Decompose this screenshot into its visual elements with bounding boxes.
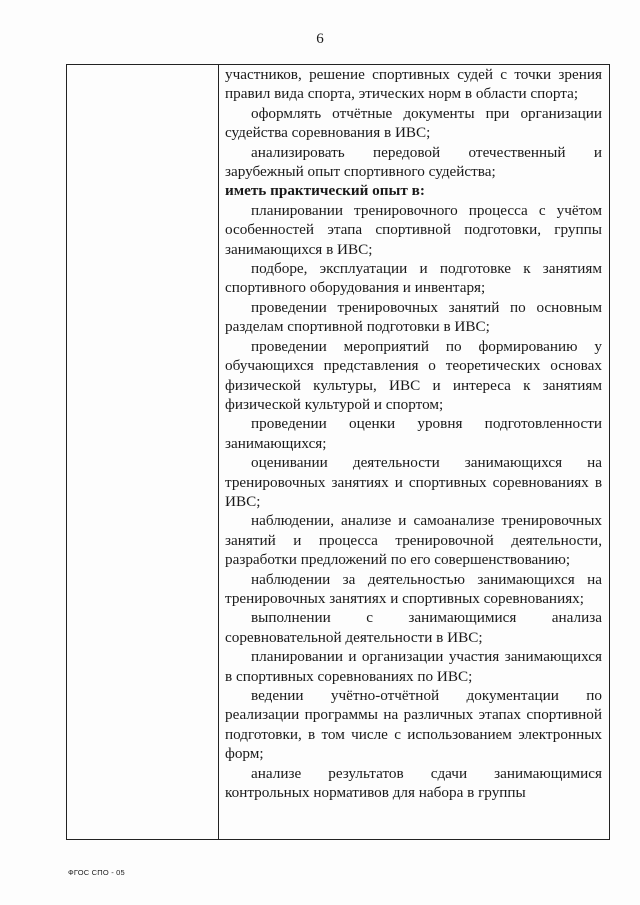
requirement-paragraph: проведении мероприятий по формированию у обучающихся представления о теоретических основах физической культуры, ИВС и интереса к занятиям физической культурой и спортом; bbox=[225, 337, 602, 413]
requirement-paragraph: выполнении с занимающимися анализа соревновательной деятельности в ИВС; bbox=[225, 609, 602, 646]
requirement-paragraph: анализе результатов сдачи занимающимися контрольных нормативов для набора в группы bbox=[225, 764, 602, 802]
requirements-cell bbox=[225, 65, 602, 802]
standards-table bbox=[66, 64, 610, 840]
requirement-paragraph: планировании и организации участия занимающихся в спортивных соревнованиях по ИВС; bbox=[225, 648, 602, 685]
requirement-paragraph: подборе, эксплуатации и подготовке к занятиям спортивного оборудования и инвентаря; bbox=[225, 260, 602, 297]
requirement-paragraph: анализировать передовой отечественный и зарубежный опыт спортивного судейства; bbox=[225, 143, 602, 181]
requirement-paragraph: проведении оценки уровня подготовленности занимающихся; bbox=[225, 415, 602, 452]
requirement-paragraph: наблюдении за деятельностью занимающихся на тренировочных занятиях и спортивных соревнованиях; bbox=[225, 570, 602, 607]
section-heading: иметь практический опыт в: bbox=[225, 182, 425, 200]
requirement-paragraph: участников, решение спортивных судей с точки зрения правил вида спорта, этических норм в области спорта; bbox=[225, 66, 602, 103]
requirement-paragraph: наблюдении, анализе и самоанализе тренировочных занятий и процесса тренировочной деятельности, разработки предложений по его совершенствованию; bbox=[225, 512, 602, 569]
page-number: 6 bbox=[316, 31, 324, 47]
requirement-paragraph: оценивании деятельности занимающихся на тренировочных занятиях и спортивных соревнованиях в ИВС; bbox=[225, 454, 602, 510]
column-divider bbox=[218, 65, 219, 839]
requirement-paragraph: проведении тренировочных занятий по основным разделам спортивной подготовки в ИВС; bbox=[225, 298, 602, 336]
requirement-paragraph: ведении учётно-отчётной документации по реализации программы на различных этапах спортивной подготовки, в том числе с использованием электронных форм; bbox=[225, 687, 602, 763]
requirement-paragraph: оформлять отчётные документы при организации судейства соревнования в ИВС; bbox=[225, 104, 602, 142]
requirement-paragraph: планировании тренировочного процесса с учётом особенностей этапа спортивной подготовки, группы занимающихся в ИВС; bbox=[225, 201, 602, 258]
document-footer: ФГОС СПО - 05 bbox=[68, 868, 125, 877]
